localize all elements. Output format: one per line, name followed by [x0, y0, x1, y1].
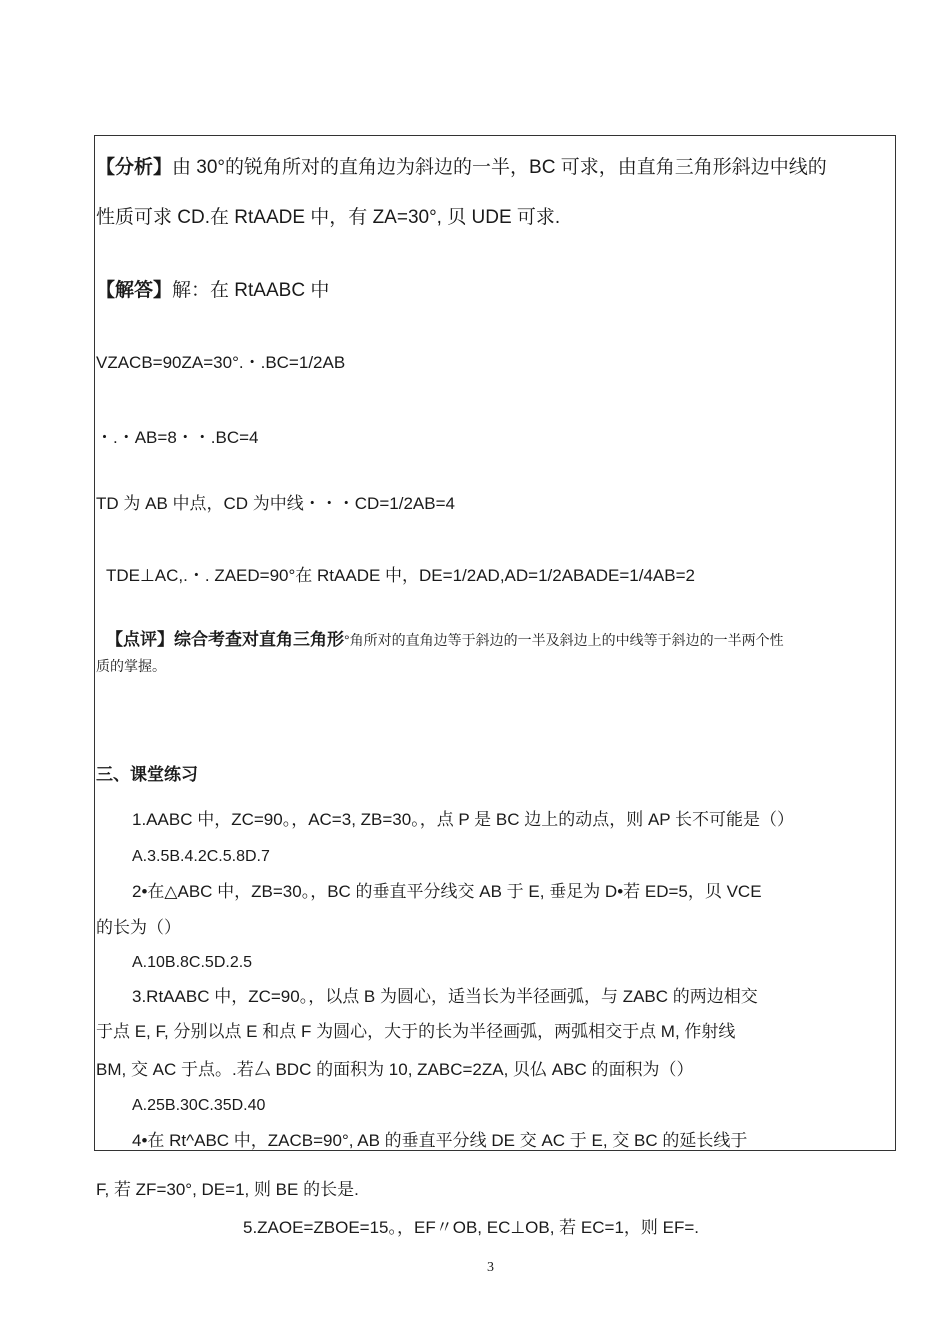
question-2-line-1: 2•在△ABC 中，ZB=30。，BC 的垂直平分线交 AB 于 E, 垂足为 D•若 ED=5，贝 VCE	[132, 882, 762, 901]
answer-step-1: VZACB=90ZA=30°.・.BC=1/2AB	[96, 353, 346, 372]
question-4-line-1: 4•在 Rt^ABC 中，ZACB=90°, AB 的垂直平分线 DE 交 AC 于 E, 交 BC 的延长线于	[132, 1131, 748, 1150]
comment-tag: 【点评】综合考查对直角三角形	[106, 630, 344, 649]
page-number: 3	[487, 1260, 494, 1275]
question-1: 1.AABC 中，ZC=90。，AC=3, ZB=30。，点 P 是 BC 边上的动点，则 AP 长不可能是（）	[132, 810, 795, 829]
question-3-line-1: 3.RtAABC 中，ZC=90。，以点 B 为圆心，适当长为半径画弧，与 ZABC 的两边相交	[132, 987, 758, 1006]
answer-step-4: TDE⊥AC,.・. ZAED=90°在 RtAADE 中，DE=1/2AD,AD=1/2ABADE=1/4AB=2	[106, 566, 695, 585]
question-3-line-2: 于点 E, F, 分别以点 E 和点 F 为圆心，大于的长为半径画弧，两弧相交于点 M, 作射线	[96, 1022, 736, 1041]
answer-step-3: TD 为 AB 中点，CD 为中线・・・CD=1/2AB=4	[96, 494, 455, 513]
analysis-line-1	[96, 158, 827, 177]
section-title	[96, 766, 198, 783]
question-3-line-3: BM, 交 AC 于点。.若厶 BDC 的面积为 10, ZABC=2ZA, 贝仏 ABC 的面积为（）	[96, 1060, 694, 1079]
question-3-options: A.25B.30C.35D.40	[132, 1097, 266, 1114]
answer-head	[96, 281, 329, 300]
analysis-text-1: 由 30°的锐角所对的直角边为斜边的一半，BC 可求，由直角三角形斜边中线的	[172, 157, 827, 178]
analysis-tag: 【分析】	[96, 157, 173, 178]
question-4-line-2: F, 若 ZF=30°, DE=1, 则 BE 的长是.	[96, 1180, 359, 1199]
question-2-line-2: 的长为（）	[96, 918, 181, 937]
answer-step-2: ・.・AB=8・・.BC=4	[96, 428, 259, 447]
comment-line-1	[106, 631, 784, 649]
answer-tag: 【解答】	[96, 280, 173, 301]
answer-head-text: 解：在 RtAABC 中	[172, 280, 330, 301]
analysis-line-2: 性质可求 CD.在 RtAADE 中，有 ZA=30°, 贝 UDE 可求.	[96, 207, 561, 228]
question-5: 5.ZAOE=ZBOE=15。，EF〃OB, EC⊥OB, 若 EC=1，则 EF=.	[243, 1218, 699, 1237]
comment-text-1: °角所对的直角边等于斜边的一半及斜边上的中线等于斜边的一半两个性	[344, 632, 784, 648]
question-2-options: A.10B.8C.5D.2.5	[132, 954, 253, 971]
comment-line-2: 质的掌握。	[96, 658, 166, 674]
question-1-options: A.3.5B.4.2C.5.8D.7	[132, 848, 270, 865]
section-title-text: 三、课堂练习	[96, 765, 198, 784]
